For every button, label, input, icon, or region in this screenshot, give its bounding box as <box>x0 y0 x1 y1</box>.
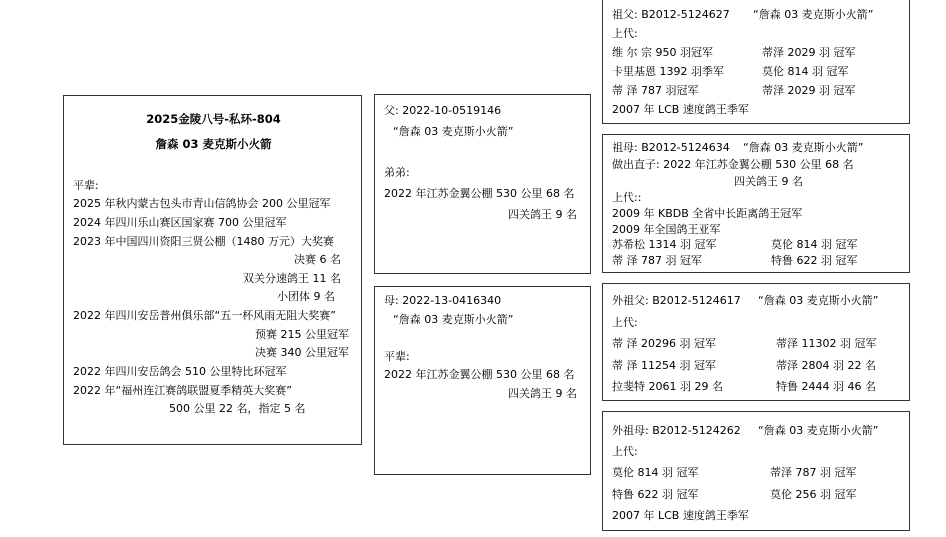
father-award: 四关鸽王 9 名 <box>508 208 577 221</box>
paternal-grandmother-box <box>602 134 910 273</box>
mgm-row-left: 莫伦 814 羽 冠军 <box>612 466 699 479</box>
pgf-row-right: 蒂泽 2029 羽 冠军 <box>762 84 856 97</box>
mother-sub-label: 平辈: <box>384 350 410 363</box>
award-line: 2023 年中国四川资阳三贤公棚（1480 万元）大奖赛 <box>73 235 334 248</box>
father-box <box>374 94 591 274</box>
father-sub-label: 弟弟: <box>384 166 410 179</box>
ring-title: 2025金陵八号-私环-804 <box>146 112 281 126</box>
award-line: 预赛 215 公里冠军 <box>255 328 349 341</box>
pgm-label: 祖母: B2012-5124634 <box>612 141 730 154</box>
award-line: 小团体 9 名 <box>277 290 335 303</box>
award-line: 2024 年四川乐山赛区国家赛 700 公里冠军 <box>73 216 287 229</box>
pgf-row-right: 蒂泽 2029 羽 冠军 <box>762 46 856 59</box>
award-line: 2022 年四川安岳普州俱乐部“五一杯风雨无阻大奖赛” <box>73 309 336 322</box>
mgm-footer: 2007 年 LCB 速度鸽王季军 <box>612 509 749 522</box>
paternal-grandfather-box <box>602 0 910 124</box>
award-line: 2022 年“福州连江赛鸽联盟夏季精英大奖赛” <box>73 384 292 397</box>
award-line: 决赛 340 公里冠军 <box>255 346 349 359</box>
pgf-footer: 2007 年 LCB 速度鸽王季军 <box>612 103 749 116</box>
mgm-row-right: 蒂泽 787 羽 冠军 <box>770 466 857 479</box>
mgm-strain: “詹森 03 麦克斯小火箭” <box>758 424 879 437</box>
pgf-row-left: 卡里基恩 1392 羽季军 <box>612 65 724 78</box>
awards-label: 平辈: <box>73 179 99 192</box>
mgf-row-left: 蒂 泽 11254 羽 冠军 <box>612 359 716 372</box>
pgm-extra: 2009 年 KBDB 全省中长距离鸽王冠军 <box>612 207 803 220</box>
mgf-strain: “詹森 03 麦克斯小火箭” <box>758 294 879 307</box>
mgf-label: 外祖父: B2012-5124617 <box>612 294 741 307</box>
pgf-strain: “詹森 03 麦克斯小火箭” <box>753 8 874 21</box>
mother-label: 母: 2022-13-0416340 <box>384 294 502 307</box>
pgm-row-left: 苏希松 1314 羽 冠军 <box>612 238 717 251</box>
pgf-ancestors-label: 上代: <box>612 27 638 40</box>
pgm-ancestors-label: 上代:: <box>612 191 642 204</box>
award-line: 决赛 6 名 <box>294 253 341 266</box>
mgf-row-left: 拉斐特 2061 羽 29 名 <box>612 380 723 393</box>
mgf-row-left: 蒂 泽 20296 羽 冠军 <box>612 337 716 350</box>
mgm-row-left: 特鲁 622 羽 冠军 <box>612 488 699 501</box>
award-line: 500 公里 22 名，指定 5 名 <box>169 402 306 415</box>
award-line: 双关分速鸽王 11 名 <box>243 272 341 285</box>
pgm-extra: 2009 年全国鸽王亚军 <box>612 223 721 236</box>
pgm-strain: “詹森 03 麦克斯小火箭” <box>743 141 864 154</box>
father-strain: “詹森 03 麦克斯小火箭” <box>393 125 514 138</box>
pgm-row-right: 特鲁 622 羽 冠军 <box>771 254 858 267</box>
father-award: 2022 年江苏金翼公棚 530 公里 68 名 <box>384 187 575 200</box>
pgm-note: 四关鸽王 9 名 <box>734 175 803 188</box>
mgf-row-right: 蒂泽 2804 羽 22 名 <box>776 359 876 372</box>
strain-name: 詹森 03 麦克斯小火箭 <box>155 137 272 151</box>
maternal-grandfather-box <box>602 283 910 401</box>
mother-award: 2022 年江苏金翼公棚 530 公里 68 名 <box>384 368 575 381</box>
pgf-row-left: 维 尔 宗 950 羽冠军 <box>612 46 713 59</box>
maternal-grandmother-box <box>602 411 910 531</box>
pgm-row-right: 莫伦 814 羽 冠军 <box>771 238 858 251</box>
mgf-row-right: 特鲁 2444 羽 46 名 <box>776 380 876 393</box>
award-line: 2022 年四川安岳鸽会 510 公里特比环冠军 <box>73 365 287 378</box>
award-line: 2025 年秋内蒙古包头市青山信鸽协会 200 公里冠军 <box>73 197 331 210</box>
mgf-ancestors-label: 上代: <box>612 316 638 329</box>
subject-box <box>63 95 362 445</box>
pgf-row-right: 莫伦 814 羽 冠军 <box>762 65 849 78</box>
mother-box <box>374 286 591 475</box>
mgm-row-right: 莫伦 256 羽 冠军 <box>770 488 857 501</box>
mgf-row-right: 蒂泽 11302 羽 冠军 <box>776 337 877 350</box>
pgm-note: 做出直子: 2022 年江苏金翼公棚 530 公里 68 名 <box>612 158 854 171</box>
pgf-row-left: 蒂 泽 787 羽冠军 <box>612 84 699 97</box>
mgm-label: 外祖母: B2012-5124262 <box>612 424 741 437</box>
father-label: 父: 2022-10-0519146 <box>384 104 502 117</box>
pgf-label: 祖父: B2012-5124627 <box>612 8 730 21</box>
mgm-ancestors-label: 上代: <box>612 445 638 458</box>
mother-award: 四关鸽王 9 名 <box>508 387 577 400</box>
mother-strain: “詹森 03 麦克斯小火箭” <box>393 313 514 326</box>
pgm-row-left: 蒂 泽 787 羽 冠军 <box>612 254 702 267</box>
